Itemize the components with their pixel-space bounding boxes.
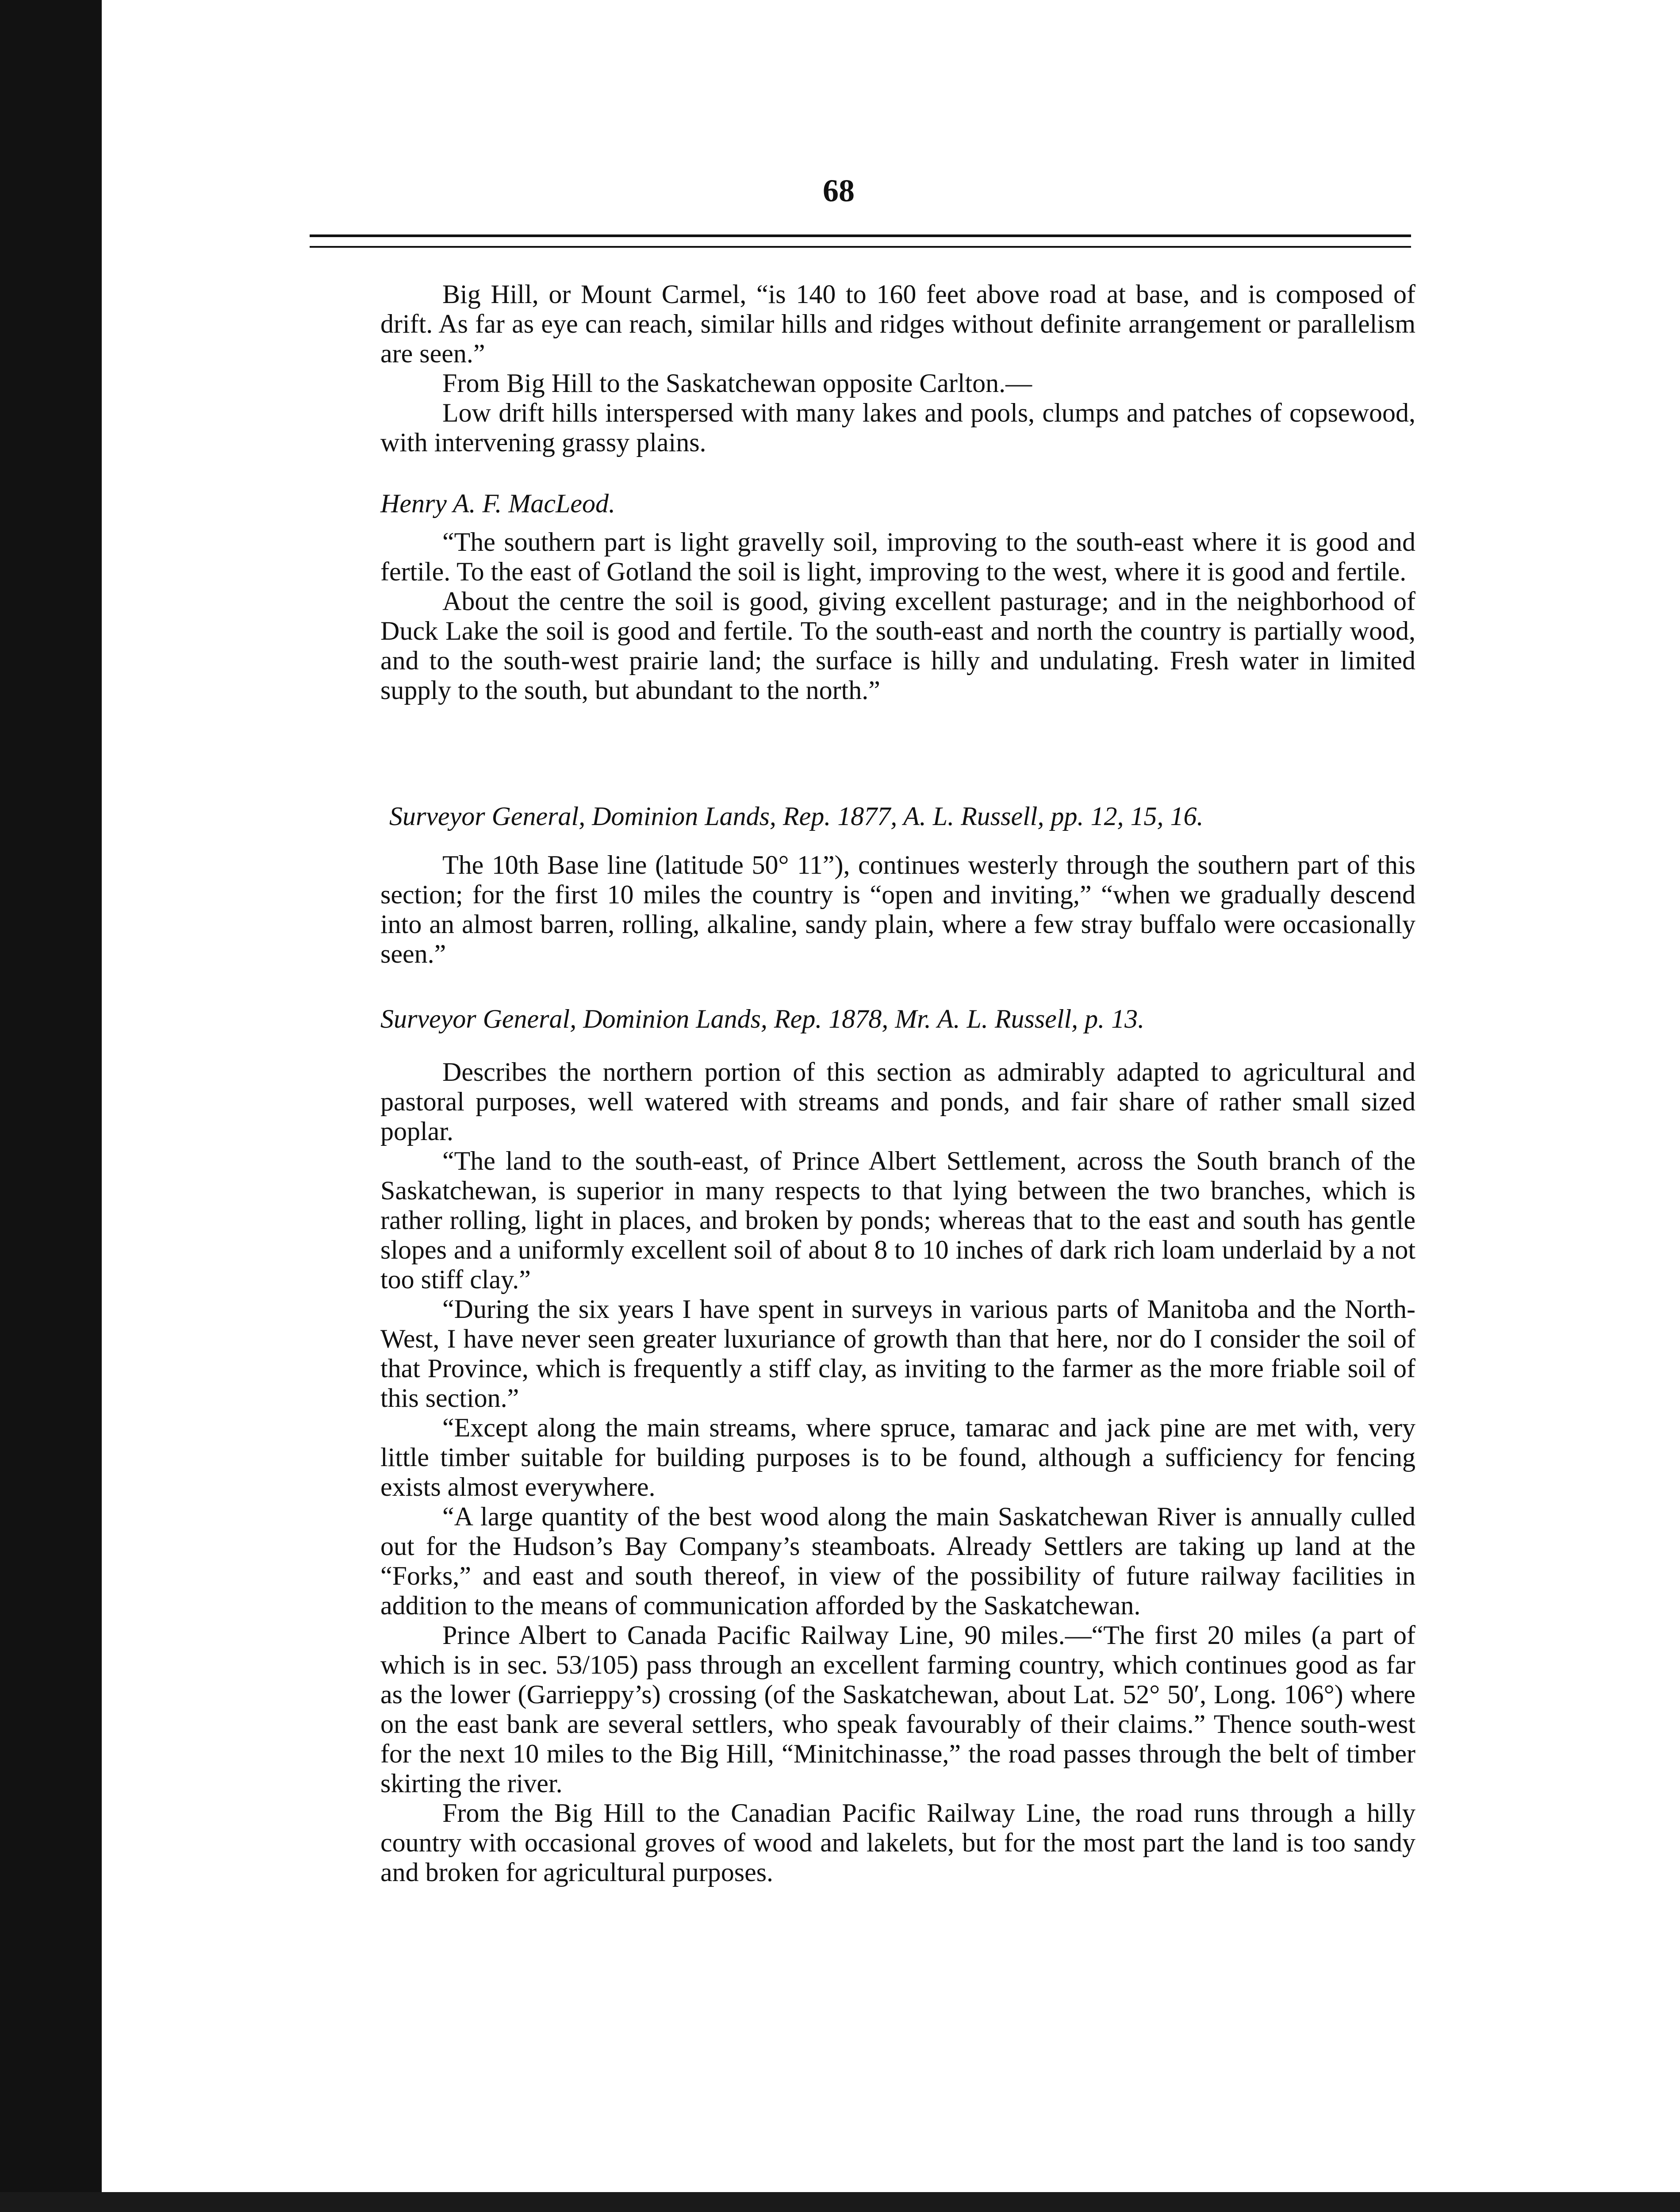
report-1877-heading: Surveyor General, Dominion Lands, Rep. 1877, A. L. Russell, pp. 12, 15, 16. (389, 802, 1204, 831)
report-1878-paragraph-3: “During the six years I have spent in surveys in various parts of Manitoba and the North-West, I have never seen greater luxuriance of growth than that here, nor do I consider the soil of that Province, which is frequently a stiff clay, as inviting to the farmer as the more friable soil of this section.” (380, 1294, 1415, 1413)
intro-paragraph-3: Low drift hills interspersed with many lakes and pools, clumps and patches of copsewood, with intervening grassy plains. (380, 398, 1415, 457)
report-1878-paragraph-6: Prince Albert to Canada Pacific Railway Line, 90 miles.—“The first 20 miles (a part of which is in sec. 53/105) pass through an excellent farming country, which continues good as far as the lower (Garrieppy’s) crossing (of the Saskatchewan, about Lat. 52° 50′, Long. 106°) where on the east bank are several settlers, who speak favourably of their claims.” Thence south-west for the next 10 miles to the Big Hill, “Minitchinasse,” the road passes through the belt of timber skirting the river. (380, 1621, 1415, 1798)
scan-left-border (0, 0, 102, 2212)
report-1878-section (380, 1057, 1415, 1887)
report-1878-paragraph-1: Describes the northern portion of this section as admirably adapted to agricultural and pastoral purposes, well watered with streams and ponds, and fair share of rather small sized poplar. (380, 1057, 1415, 1146)
report-1878-heading: Surveyor General, Dominion Lands, Rep. 1878, Mr. A. L. Russell, p. 13. (380, 1004, 1145, 1033)
intro-section (380, 280, 1415, 457)
macleod-paragraph-1: “The southern part is light gravelly soil, improving to the south-east where it is good and fertile. To the east of Gotland the soil is light, improving to the west, where it is good and fertile. (380, 527, 1415, 586)
header-rule-top (310, 234, 1411, 237)
macleod-heading: Henry A. F. MacLeod. (380, 489, 616, 518)
report-1877-paragraph-1: The 10th Base line (latitude 50° 11”), continues westerly through the southern part of this section; for the first 10 miles the country is “open and inviting,” “when we gradually descend into an almost barren, rolling, alkaline, sandy plain, where a few stray buffalo were occasionally seen.” (380, 850, 1415, 968)
report-1878-paragraph-2: “The land to the south-east, of Prince Albert Settlement, across the South branch of the Saskatchewan, is superior in many respects to that lying between the two branches, which is rather rolling, light in places, and broken by ponds; whereas that to the east and south has gentle slopes and a uniformly excellent soil of about 8 to 10 inches of dark rich loam underlaid by a not too stiff clay.” (380, 1146, 1415, 1294)
page-number: 68 (823, 173, 855, 208)
intro-paragraph-2: From Big Hill to the Saskatchewan opposite Carlton.— (442, 369, 1032, 398)
report-1878-paragraph-5: “A large quantity of the best wood along the main Saskatchewan River is annually culled out for the Hudson’s Bay Company’s steamboats. Already Settlers are taking up land at the “Forks,” and east and south thereof, in view of the possibility of future railway facilities in addition to the means of communication afforded by the Saskatchewan. (380, 1502, 1415, 1620)
report-1878-paragraph-7: From the Big Hill to the Canadian Pacific Railway Line, the road runs through a hilly country with occasional groves of wood and lakelets, but for the most part the land is too sandy and broken for agricultural purposes. (380, 1798, 1415, 1887)
intro-paragraph-1: Big Hill, or Mount Carmel, “is 140 to 160 feet above road at base, and is composed of drift. As far as eye can reach, similar hills and ridges without definite arrangement or parallelism are seen.” (380, 280, 1415, 368)
report-1878-paragraph-4: “Except along the main streams, where spruce, tamarac and jack pine are met with, very little timber suitable for building purposes is to be found, although a sufficiency for fencing exists almost everywhere. (380, 1413, 1415, 1502)
scan-bottom-border (0, 2192, 1680, 2212)
report-1877-section (380, 850, 1415, 969)
macleod-paragraph-2: About the centre the soil is good, giving excellent pasturage; and in the neighborhood of Duck Lake the soil is good and fertile. To the south-east and north the country is partially wood, and to the south-west prairie land; the surface is hilly and undulating. Fresh water in limited supply to the south, but abundant to the north.” (380, 587, 1415, 705)
header-rule-bottom (310, 246, 1411, 248)
macleod-section (380, 527, 1415, 705)
